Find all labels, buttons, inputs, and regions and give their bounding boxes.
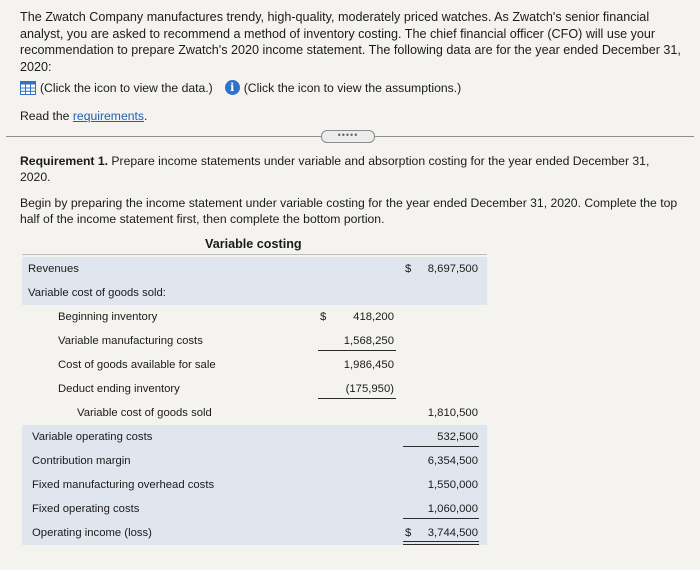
row-label: Deduct ending inventory <box>58 383 180 395</box>
row-operating-income <box>22 521 487 545</box>
row-vcogs-header <box>22 281 487 305</box>
row-fixed-manufacturing <box>22 473 487 497</box>
row-label: Revenues <box>28 263 79 275</box>
problem-intro: The Zwatch Company manufactures trendy, high-quality, moderately priced watches. As Zwatch's senior financial analyst, you are asked to recommend a method of inventory costing. The chief financial officer (CFO) will use your recommendation to prepare Zwatch's 2020 income statement. The following data are for the year ended December 31, 2020: <box>20 10 681 74</box>
row-label: Variable manufacturing costs <box>58 335 203 347</box>
row-cogs-available <box>22 353 487 377</box>
row-label: Fixed manufacturing overhead costs <box>32 479 215 491</box>
operating-income-value[interactable]: 3,744,500 <box>427 527 478 539</box>
row-label: Variable operating costs <box>32 431 153 443</box>
subtotal-underline <box>318 350 396 351</box>
row-vcogs <box>22 401 487 425</box>
row-revenues <box>22 257 487 281</box>
fixed-manufacturing-value[interactable]: 1,550,000 <box>427 479 478 491</box>
row-contribution-margin <box>22 449 487 473</box>
instruction-text: Begin by preparing the income statement under variable costing for the year ended December 31, 2020. Complete the top half of the income statement first, then complete the bottom portion. <box>20 196 678 226</box>
subtotal-underline <box>403 518 479 519</box>
info-icon[interactable]: i <box>225 80 240 95</box>
revenues-value[interactable]: 8,697,500 <box>427 263 478 275</box>
contribution-margin-value[interactable]: 6,354,500 <box>427 455 478 467</box>
row-variable-operating <box>22 425 487 449</box>
row-label: Contribution margin <box>32 455 131 467</box>
beginning-inventory-value[interactable]: 418,200 <box>353 311 394 323</box>
row-ending-inventory <box>22 377 487 401</box>
read-requirements <box>20 109 147 123</box>
requirement-text <box>20 153 680 185</box>
income-statement-table <box>22 254 487 552</box>
variable-operating-value[interactable]: 532,500 <box>437 431 478 443</box>
read-prefix: Read the <box>20 109 73 123</box>
assumptions-link-text[interactable]: (Click the icon to view the assumptions.) <box>243 80 462 95</box>
row-label: Cost of goods available for sale <box>58 359 216 371</box>
subtotal-underline <box>318 398 396 399</box>
cogs-available-value[interactable]: 1,986,450 <box>343 359 394 371</box>
row-beginning-inventory <box>22 305 487 329</box>
requirements-link[interactable]: requirements <box>72 109 144 123</box>
row-label: Variable cost of goods sold <box>77 407 212 419</box>
currency-sign: $ <box>405 263 412 275</box>
total-double-underline <box>403 541 479 545</box>
read-suffix: . <box>144 109 148 123</box>
requirement-number: Requirement 1. <box>20 154 109 168</box>
row-label: Operating income (loss) <box>32 527 152 539</box>
row-label: Beginning inventory <box>58 311 158 323</box>
links-row <box>20 80 461 95</box>
currency-sign: $ <box>405 527 412 539</box>
subtotal-underline <box>403 446 479 447</box>
row-variable-manufacturing <box>22 329 487 353</box>
collapse-toggle-button[interactable]: ••••• <box>321 130 375 143</box>
currency-sign: $ <box>320 311 327 323</box>
fixed-operating-value[interactable]: 1,060,000 <box>427 503 478 515</box>
data-table-icon[interactable] <box>20 81 36 95</box>
row-fixed-operating <box>22 497 487 521</box>
row-label: Variable cost of goods sold: <box>28 287 166 299</box>
statement-title: Variable costing <box>205 237 302 251</box>
vcogs-value[interactable]: 1,810,500 <box>427 407 478 419</box>
variable-manufacturing-value[interactable]: 1,568,250 <box>343 335 394 347</box>
requirement-body: Prepare income statements under variable and absorption costing for the year ended December 31, 2020. <box>20 154 650 184</box>
ending-inventory-value[interactable]: (175,950) <box>345 383 394 395</box>
row-label: Fixed operating costs <box>32 503 140 515</box>
data-link-text[interactable]: (Click the icon to view the data.) <box>40 80 213 95</box>
